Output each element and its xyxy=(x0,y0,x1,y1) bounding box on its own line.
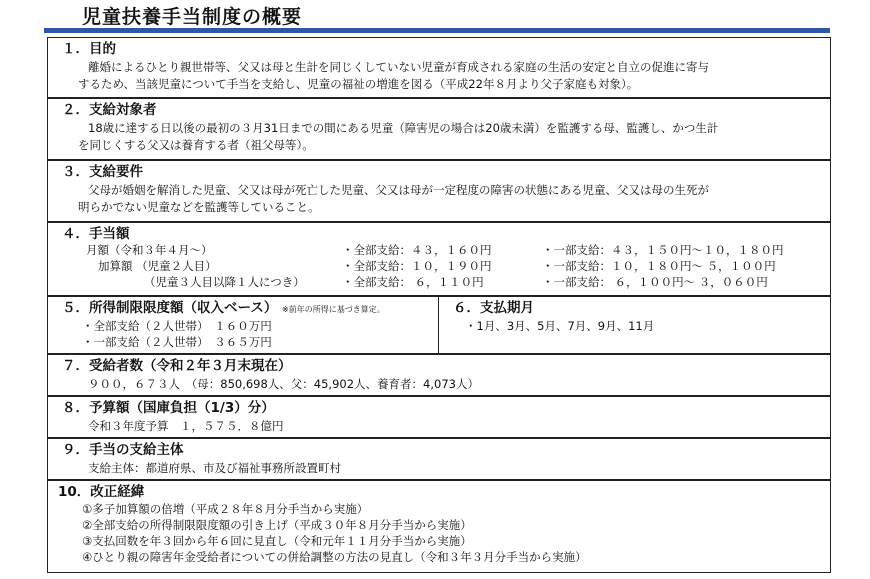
section-purpose xyxy=(47,37,831,98)
section-heading-text: ５．所得制限限度額（収入ベース） xyxy=(62,300,278,316)
title-rule xyxy=(44,28,830,33)
section-text: ９００，６７３人 （母：850,698人、父：45,902人、養育者：4,073人） xyxy=(88,377,479,391)
section-text: ・1月、3月、5月、7月、9月、11月 xyxy=(465,319,655,333)
section-heading: １．目的 xyxy=(62,41,116,57)
addition-label: 加算額 （児童２人目） xyxy=(98,259,217,273)
section-heading: ４．手当額 xyxy=(62,226,130,242)
section-heading: ７．受給者数（令和２年３月末現在） xyxy=(62,358,292,374)
section-amount xyxy=(47,222,831,296)
section-requirements xyxy=(47,160,831,222)
revision-item: ④ひとり親の障害年金受給者についての併給調整の方法の見直し（令和３年３月分手当から実施） xyxy=(82,550,587,564)
section-text: 18歳に達する日以後の最初の３月31日までの間にある児童（障害児の場合は20歳未満）を監護する母、監護し、かつ生計 xyxy=(88,121,719,135)
section-text: 支給主体：都道府県、市及び福祉事務所設置町村 xyxy=(88,461,341,475)
section-eligible xyxy=(47,98,831,160)
section-revisions xyxy=(47,480,831,573)
third-child-label: （児童３人目以降１人につき） xyxy=(144,275,305,289)
section-text: を同じくする父又は養育する者（祖父母等）。 xyxy=(78,138,314,152)
full-amount: ・全部支給：１０，１９０円 xyxy=(342,259,492,273)
section-heading: ６．支払期月 xyxy=(453,300,534,316)
section-heading xyxy=(62,300,385,318)
full-amount: ・全部支給：４３，１６０円 xyxy=(342,243,492,257)
section-heading: ８．予算額（国庫負担（1/3）分） xyxy=(62,400,275,416)
section-text: するため、当該児童について手当を支給し、児童の福祉の増進を図る（平成22年８月より父子家庭も対象）。 xyxy=(78,77,639,91)
partial-amount: ・一部支給： ６，１００円～ ３，０６０円 xyxy=(542,275,768,289)
revision-item: ①多子加算額の倍増（平成２８年８月分手当から実施） xyxy=(82,502,369,516)
section-heading: ２．支給対象者 xyxy=(62,102,157,118)
page-title: 児童扶養手当制度の概要 xyxy=(82,6,303,28)
section-income-limit xyxy=(47,296,439,354)
section-recipients xyxy=(47,354,831,396)
section-heading: 10．改正経緯 xyxy=(58,484,145,500)
section-budget xyxy=(47,396,831,438)
section-text: 明らかでない児童などを監護等していること。 xyxy=(78,200,320,214)
section-text: 令和３年度予算 １，５７５．８億円 xyxy=(88,419,284,433)
section-text: ・一部支給（２人世帯） ３６５万円 xyxy=(82,335,272,349)
section-heading: ３．支給要件 xyxy=(62,164,143,180)
section-provider xyxy=(47,438,831,480)
partial-amount: ・一部支給：４３，１５０円～１０，１８０円 xyxy=(542,243,784,257)
section-text: 離婚によるひとり親世帯等、父又は母と生計を同じくしていない児童が育成される家庭の生活の安定と自立の促進に寄与 xyxy=(88,60,709,74)
monthly-label: 月額（令和３年４月～） xyxy=(86,243,213,257)
revision-item: ②全部支給の所得制限限度額の引き上げ（平成３０年８月分手当から実施） xyxy=(82,518,472,532)
partial-amount: ・一部支給：１０，１８０円～ ５，１００円 xyxy=(542,259,776,273)
income-note: ※前年の所得に基づき算定。 xyxy=(282,305,385,314)
full-amount: ・全部支給： ６，１１０円 xyxy=(342,275,484,289)
section-text: ・全部支給（２人世帯） １６０万円 xyxy=(82,319,272,333)
revision-item: ③支払回数を年３回から年６回に見直し（令和元年１１月分手当から実施） xyxy=(82,534,472,548)
section-payment-months xyxy=(438,296,831,354)
section-heading: ９．手当の支給主体 xyxy=(62,442,184,458)
section-text: 父母が婚姻を解消した児童、父又は母が死亡した児童、父又は母が一定程度の障害の状態にある児童、父又は母の生死が xyxy=(88,183,709,197)
